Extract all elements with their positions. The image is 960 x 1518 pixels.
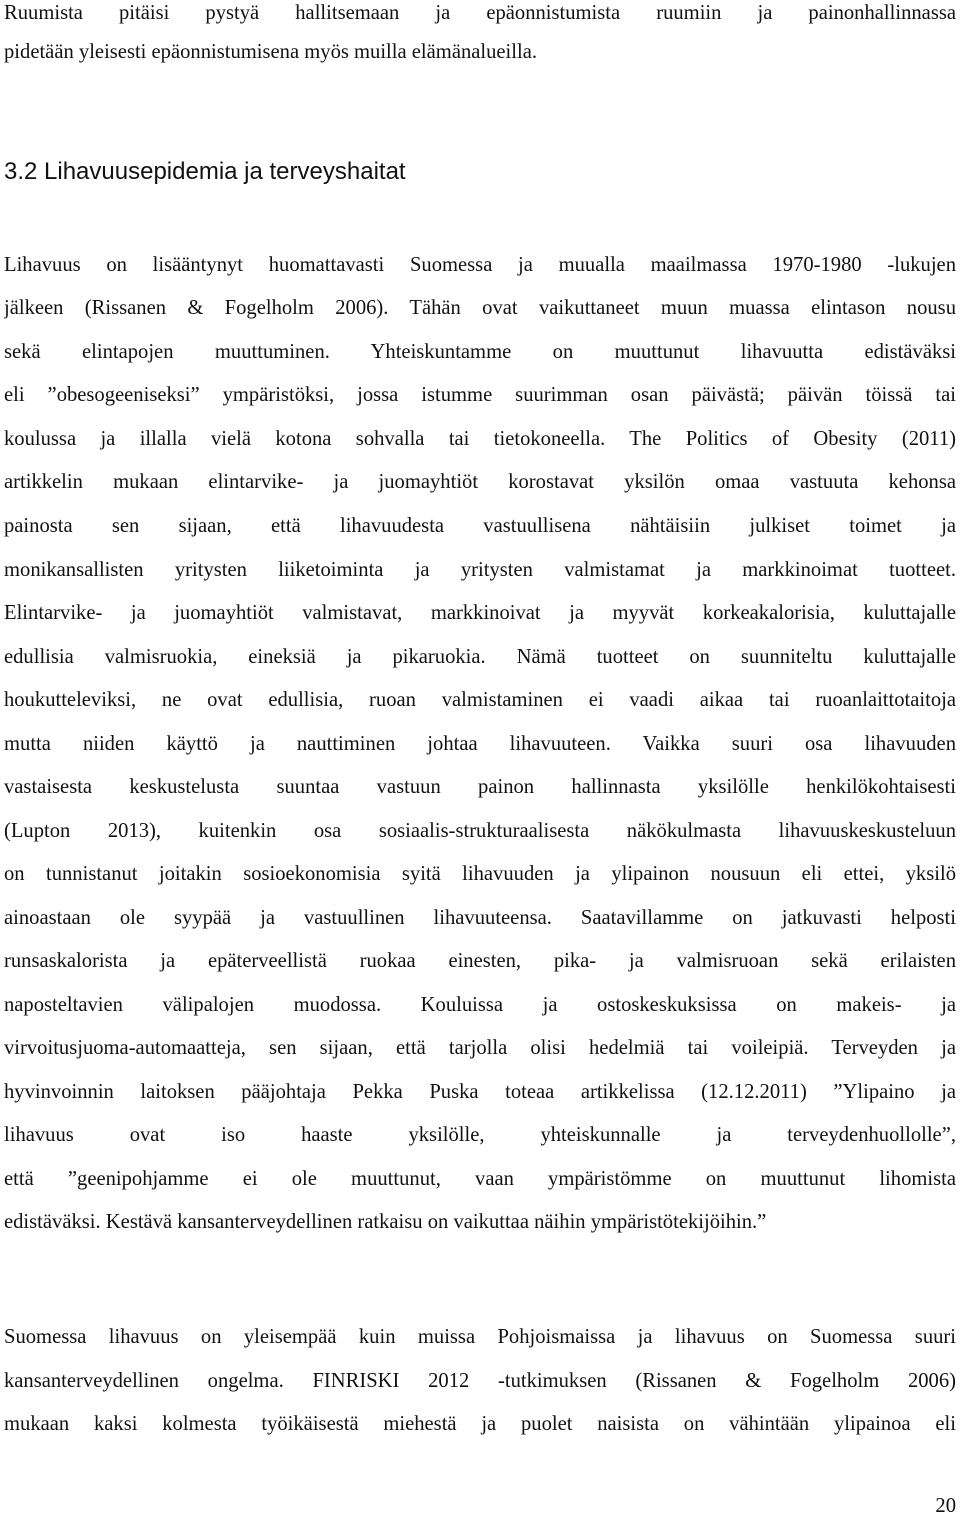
- paragraph-line: jälkeen (Rissanen & Fogelholm 2006). Tähän ovat vaikuttaneet muun muassa elintason nousu: [4, 297, 956, 319]
- intro-line: Ruumista pitäisi pystyä hallitsemaan ja epäonnistumista ruumiin ja painonhallinnassa: [4, 2, 956, 24]
- paragraph-line: edullisia valmisruokia, eineksiä ja pikaruokia. Nämä tuotteet on suunniteltu kuluttajalle: [4, 646, 956, 668]
- page-number: 20: [935, 1495, 956, 1517]
- paragraph-line: naposteltavien välipalojen muodossa. Kouluissa ja ostoskeskuksissa on makeis- ja: [4, 994, 956, 1016]
- paragraph-line: Lihavuus on lisääntynyt huomattavasti Suomessa ja muualla maailmassa 1970-1980 -lukujen: [4, 254, 956, 276]
- paragraph-line: kansanterveydellinen ongelma. FINRISKI 2012 -tutkimuksen (Rissanen & Fogelholm 2006): [4, 1370, 956, 1392]
- paragraph-line: hyvinvoinnin laitoksen pääjohtaja Pekka Puska toteaa artikkelissa (12.12.2011) ”Ylipaino ja: [4, 1081, 956, 1103]
- section-heading: 3.2 Lihavuusepidemia ja terveyshaitat: [4, 158, 406, 185]
- paragraph-line: ainoastaan ole syypää ja vastuullinen lihavuuteensa. Saatavillamme on jatkuvasti helposti: [4, 907, 956, 929]
- paragraph-line: artikkelin mukaan elintarvike- ja juomayhtiöt korostavat yksilön omaa vastuuta kehonsa: [4, 471, 956, 493]
- paragraph-line: edistäväksi. Kestävä kansanterveydellinen ratkaisu on vaikuttaa näihin ympäristötekijöihin.”: [4, 1211, 767, 1233]
- paragraph-line: Elintarvike- ja juomayhtiöt valmistavat, markkinoivat ja myyvät korkeakalorisia, kuluttajalle: [4, 602, 956, 624]
- paragraph-line: mukaan kaksi kolmesta työikäisestä miehestä ja puolet naisista on vähintään ylipainoa eli: [4, 1413, 956, 1435]
- paragraph-line: Suomessa lihavuus on yleisempää kuin muissa Pohjoismaissa ja lihavuus on Suomessa suuri: [4, 1326, 956, 1348]
- paragraph-line: eli ”obesogeeniseksi” ympäristöksi, jossa istumme suurimman osan päivästä; päivän töissä tai: [4, 384, 956, 406]
- paragraph-line: painosta sen sijaan, että lihavuudesta vastuullisena nähtäisiin julkiset toimet ja: [4, 515, 956, 537]
- paragraph-line: että ”geenipohjamme ei ole muuttunut, vaan ympäristömme on muuttunut lihomista: [4, 1168, 956, 1190]
- paragraph-line: runsaskalorista ja epäterveellistä ruokaa einesten, pika- ja valmisruoan sekä erilaisten: [4, 950, 956, 972]
- paragraph-line: (Lupton 2013), kuitenkin osa sosiaalis-strukturaalisesta näkökulmasta lihavuuskeskusteluun: [4, 820, 956, 842]
- paragraph-line: lihavuus ovat iso haaste yksilölle, yhteiskunnalle ja terveydenhuollolle”,: [4, 1124, 956, 1146]
- paragraph-line: houkutteleviksi, ne ovat edullisia, ruoan valmistaminen ei vaadi aikaa tai ruoanlaittotaitoja: [4, 689, 956, 711]
- paragraph-line: virvoitusjuoma-automaatteja, sen sijaan, että tarjolla olisi hedelmiä tai voileipiä. Terveyden ja: [4, 1037, 956, 1059]
- paragraph-line: mutta niiden käyttö ja nauttiminen johtaa lihavuuteen. Vaikka suuri osa lihavuuden: [4, 733, 956, 755]
- paragraph-line: koulussa ja illalla vielä kotona sohvalla tai tietokoneella. The Politics of Obesity (2011): [4, 428, 956, 450]
- paragraph-line: on tunnistanut joitakin sosioekonomisia syitä lihavuuden ja ylipainon nousuun eli ettei, yksilö: [4, 863, 956, 885]
- paragraph-line: monikansallisten yritysten liiketoiminta ja yritysten valmistamat ja markkinoimat tuotteet.: [4, 559, 956, 581]
- paragraph-line: sekä elintapojen muuttuminen. Yhteiskuntamme on muuttunut lihavuutta edistäväksi: [4, 341, 956, 363]
- paragraph-line: vastaisesta keskustelusta suuntaa vastuun painon hallinnasta yksilölle henkilökohtaisesti: [4, 776, 956, 798]
- intro-line: pidetään yleisesti epäonnistumisena myös muilla elämänalueilla.: [4, 41, 538, 63]
